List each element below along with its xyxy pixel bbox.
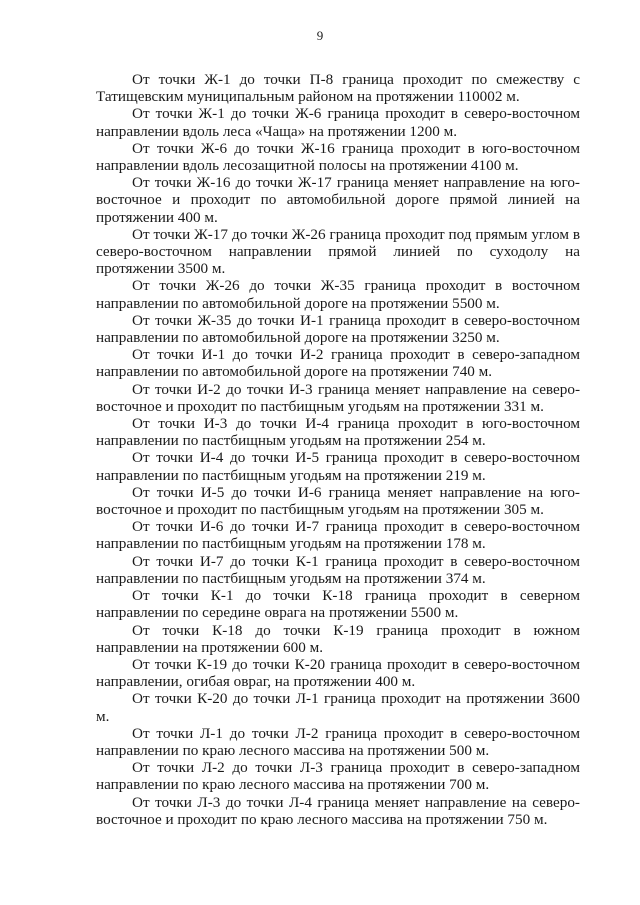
- paragraph: От точки Ж-26 до точки Ж-35 граница проходит в восточном направлении по автомобильной дороге на протяжении 5500 м.: [96, 277, 580, 312]
- paragraph: От точки И-7 до точки К-1 граница проходит в северо-восточном направлении по пастбищным угодьям на протяжении 374 м.: [96, 552, 580, 587]
- paragraph: От точки Ж-6 до точки Ж-16 граница проходит в юго-восточном направлении вдоль лесозащитной полосы на протяжении 4100 м.: [96, 139, 580, 175]
- paragraph: От точки И-5 до точки И-6 граница меняет направление на юго-восточное и проходит по пастбищным угодьям на протяжении 305 м.: [96, 483, 580, 519]
- paragraph: От точки Л-3 до точки Л-4 граница меняет направление на северо-восточное и проходит по краю лесного массива на протяжении 750 м.: [96, 793, 580, 828]
- paragraph: От точки И-4 до точки И-5 граница проходит в северо-восточном направлении по пастбищным угодьям на протяжении 219 м.: [96, 449, 580, 484]
- paragraph: От точки Л-1 до точки Л-2 граница проходит в северо-восточном направлении по краю лесного массива на протяжении 500 м.: [96, 724, 580, 759]
- document-body: [96, 71, 580, 828]
- paragraph: От точки Л-2 до точки Л-3 граница проходит в северо-западном направлении по краю лесного массива на протяжении 700 м.: [96, 759, 580, 794]
- page-number: 9: [316, 28, 324, 43]
- paragraph: От точки К-1 до точки К-18 граница проходит в северном направлении по середине оврага на протяжении 5500 м.: [96, 587, 580, 622]
- paragraph: От точки К-20 до точки Л-1 граница проходит на протяжении 3600 м.: [96, 690, 580, 725]
- paragraph: От точки И-1 до точки И-2 граница проходит в северо-западном направлении по автомобильной дороге на протяжении 740 м.: [96, 346, 580, 381]
- paragraph: От точки Ж-35 до точки И-1 граница проходит в северо-восточном направлении по автомобильной дороге на протяжении 3250 м.: [96, 311, 580, 347]
- paragraph: От точки Ж-17 до точки Ж-26 граница проходит под прямым углом в северо-восточном направлении прямой линией по суходолу на протяжении 3500 м.: [96, 225, 580, 278]
- paragraph: От точки Ж-16 до точки Ж-17 граница меняет направление на юго-восточное и проходит по автомобильной дороге прямой линией на протяжении 400 м.: [96, 174, 580, 226]
- paragraph: От точки Ж-1 до точки Ж-6 граница проходит в северо-восточном направлении вдоль леса «Чаща» на протяжении 1200 м.: [96, 105, 580, 140]
- paragraph: От точки Ж-1 до точки П-8 граница проходит по смежеству с Татищевским муниципальным районом на протяжении 110002 м.: [96, 71, 580, 106]
- paragraph: От точки И-6 до точки И-7 граница проходит в северо-восточном направлении по пастбищным угодьям на протяжении 178 м.: [96, 518, 580, 553]
- paragraph: От точки К-19 до точки К-20 граница проходит в северо-восточном направлении, огибая овраг, на протяжении 400 м.: [96, 655, 580, 691]
- paragraph: От точки И-2 до точки И-3 граница меняет направление на северо-восточное и проходит по пастбищным угодьям на протяжении 331 м.: [96, 380, 580, 415]
- paragraph: От точки К-18 до точки К-19 граница проходит в южном направлении на протяжении 600 м.: [96, 621, 580, 656]
- paragraph: От точки И-3 до точки И-4 граница проходит в юго-восточном направлении по пастбищным угодьям на протяжении 254 м.: [96, 415, 580, 450]
